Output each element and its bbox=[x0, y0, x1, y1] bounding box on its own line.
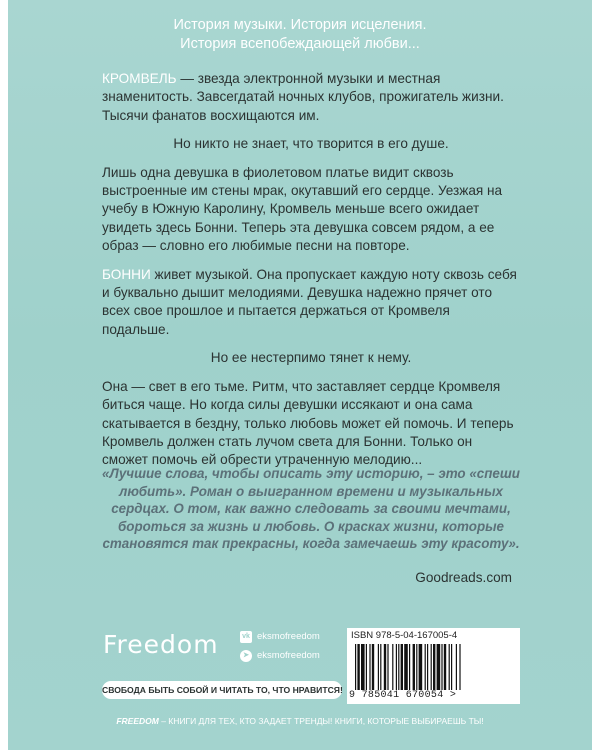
barcode-bar bbox=[387, 644, 388, 690]
barcode-bar bbox=[413, 644, 415, 690]
synopsis-paragraph: Она — свет в его тьме. Ритм, что заставляет сердце Кромвеля биться чаще. Но когда силы девушки иссякают и она сама скатывается в бездну, только любовь может ей помочь. И теперь Кромвель должен стать лучом света для Бонни. Только он сможет помочь ей обрести утраченную мелодию... bbox=[102, 378, 514, 468]
isbn-label: ISBN 978-5-04-167005-4 bbox=[351, 630, 458, 641]
barcode-bar bbox=[396, 644, 397, 690]
barcode-bar bbox=[459, 644, 460, 690]
barcode-bar bbox=[404, 644, 408, 690]
barcode-bar bbox=[427, 644, 428, 690]
barcode-digits: 9 785041 670054 > bbox=[349, 690, 457, 701]
isbn-barcode-box bbox=[347, 628, 520, 704]
social-link-telegram[interactable] bbox=[240, 647, 320, 664]
telegram-icon: ➤ bbox=[240, 650, 252, 662]
quote-source: Goodreads.com bbox=[415, 570, 512, 585]
barcode-bar bbox=[361, 644, 365, 690]
barcode-bar bbox=[449, 644, 450, 690]
barcode-bar bbox=[433, 644, 435, 690]
vk-icon: vk bbox=[240, 631, 252, 643]
social-links bbox=[240, 628, 320, 666]
barcode-bar bbox=[425, 644, 426, 690]
slogan-badge: СВОБОДА БЫТЬ СОБОЙ И ЧИТАТЬ ТО, ЧТО НРАВИТСЯ! bbox=[102, 681, 342, 699]
barcode-bar bbox=[380, 644, 381, 690]
barcode-bar bbox=[431, 644, 432, 690]
synopsis-paragraph bbox=[102, 70, 520, 125]
paragraph-text: — звезда электронной музыки и местная знаменитость. Завсегдатай ночных клубов, прожигатель жизни. Тысячи фанатов восхищаются им. bbox=[102, 71, 504, 123]
footer-tagline bbox=[8, 716, 592, 726]
paragraph-text: живет музыкой. Она пропускает каждую ноту сквозь себя и буквально дышит мелодиями. Девушка надежно прячет ото всех свое прошлое и пытается держаться от Кромвеля подальше. bbox=[102, 266, 517, 337]
tagline-line: История всепобеждающей любви... bbox=[180, 36, 420, 52]
tagline bbox=[8, 16, 592, 54]
synopsis-paragraph: Но ее нестерпимо тянет к нему. bbox=[210, 350, 412, 366]
barcode-bar bbox=[366, 644, 367, 690]
barcode-bar bbox=[398, 644, 399, 690]
character-name-cromwell: КРОМВЕЛЬ bbox=[102, 71, 177, 86]
barcode-bar bbox=[357, 644, 359, 690]
barcode-bar bbox=[355, 644, 356, 690]
social-handle: eksmofreedom bbox=[257, 650, 320, 661]
synopsis bbox=[102, 70, 520, 480]
synopsis-paragraph bbox=[102, 266, 520, 340]
barcode-bar bbox=[369, 644, 370, 690]
barcode-bar bbox=[384, 644, 386, 690]
barcode-bar bbox=[437, 644, 441, 690]
synopsis-paragraph: Лишь одна девушка в фиолетовом платье видит сквозь выстроенные им стены мрак, окутавший его сердце. Уезжая на учебу в Южную Каролину, Кромвель меньше всего ожидает увидеть здесь Бонни. Теперь эта девушка совсем рядом, а ее образ — словно его любимые песни на повторе. bbox=[102, 164, 503, 254]
barcode-bar bbox=[372, 644, 374, 690]
barcode-bar bbox=[456, 644, 457, 690]
barcode-bar bbox=[378, 644, 379, 690]
barcode-bar bbox=[441, 644, 442, 690]
barcode-bar bbox=[444, 644, 446, 690]
barcode-bar bbox=[401, 644, 403, 690]
synopsis-paragraph: Но никто не знает, что творится в его душе. bbox=[173, 136, 449, 152]
review-quote: «Лучшие слова, чтобы описать эту историю, – это «спеши любить». Роман о выигранном времени и музыкальных сердцах. О том, как важно следовать за своими мечтами, бороться за жизнь и любовь. О красках жизни, которые становятся так прекрасны, когда замечаешь эту красоту». bbox=[102, 466, 520, 552]
barcode-bar bbox=[451, 644, 452, 690]
barcode bbox=[355, 644, 511, 690]
barcode-bar bbox=[419, 644, 423, 690]
character-name-bonnie: БОННИ bbox=[102, 266, 151, 282]
publisher-logo: Freedom bbox=[103, 630, 219, 659]
book-back-cover bbox=[8, 0, 592, 750]
barcode-bar bbox=[416, 644, 417, 690]
footer-brand: FREEDOM bbox=[116, 716, 159, 726]
barcode-bar bbox=[392, 644, 393, 690]
footer-text: – КНИГИ ДЛЯ ТЕХ, КТО ЗАДАЕТ ТРЕНДЫ! КНИГИ, КОТОРЫЕ ВЫБИРАЕШЬ ТЫ! bbox=[158, 716, 484, 726]
barcode-bar bbox=[409, 644, 410, 690]
tagline-line: История музыки. История исцеления. bbox=[173, 17, 427, 33]
social-link-vk[interactable] bbox=[240, 628, 320, 645]
social-handle: eksmofreedom bbox=[257, 631, 320, 642]
